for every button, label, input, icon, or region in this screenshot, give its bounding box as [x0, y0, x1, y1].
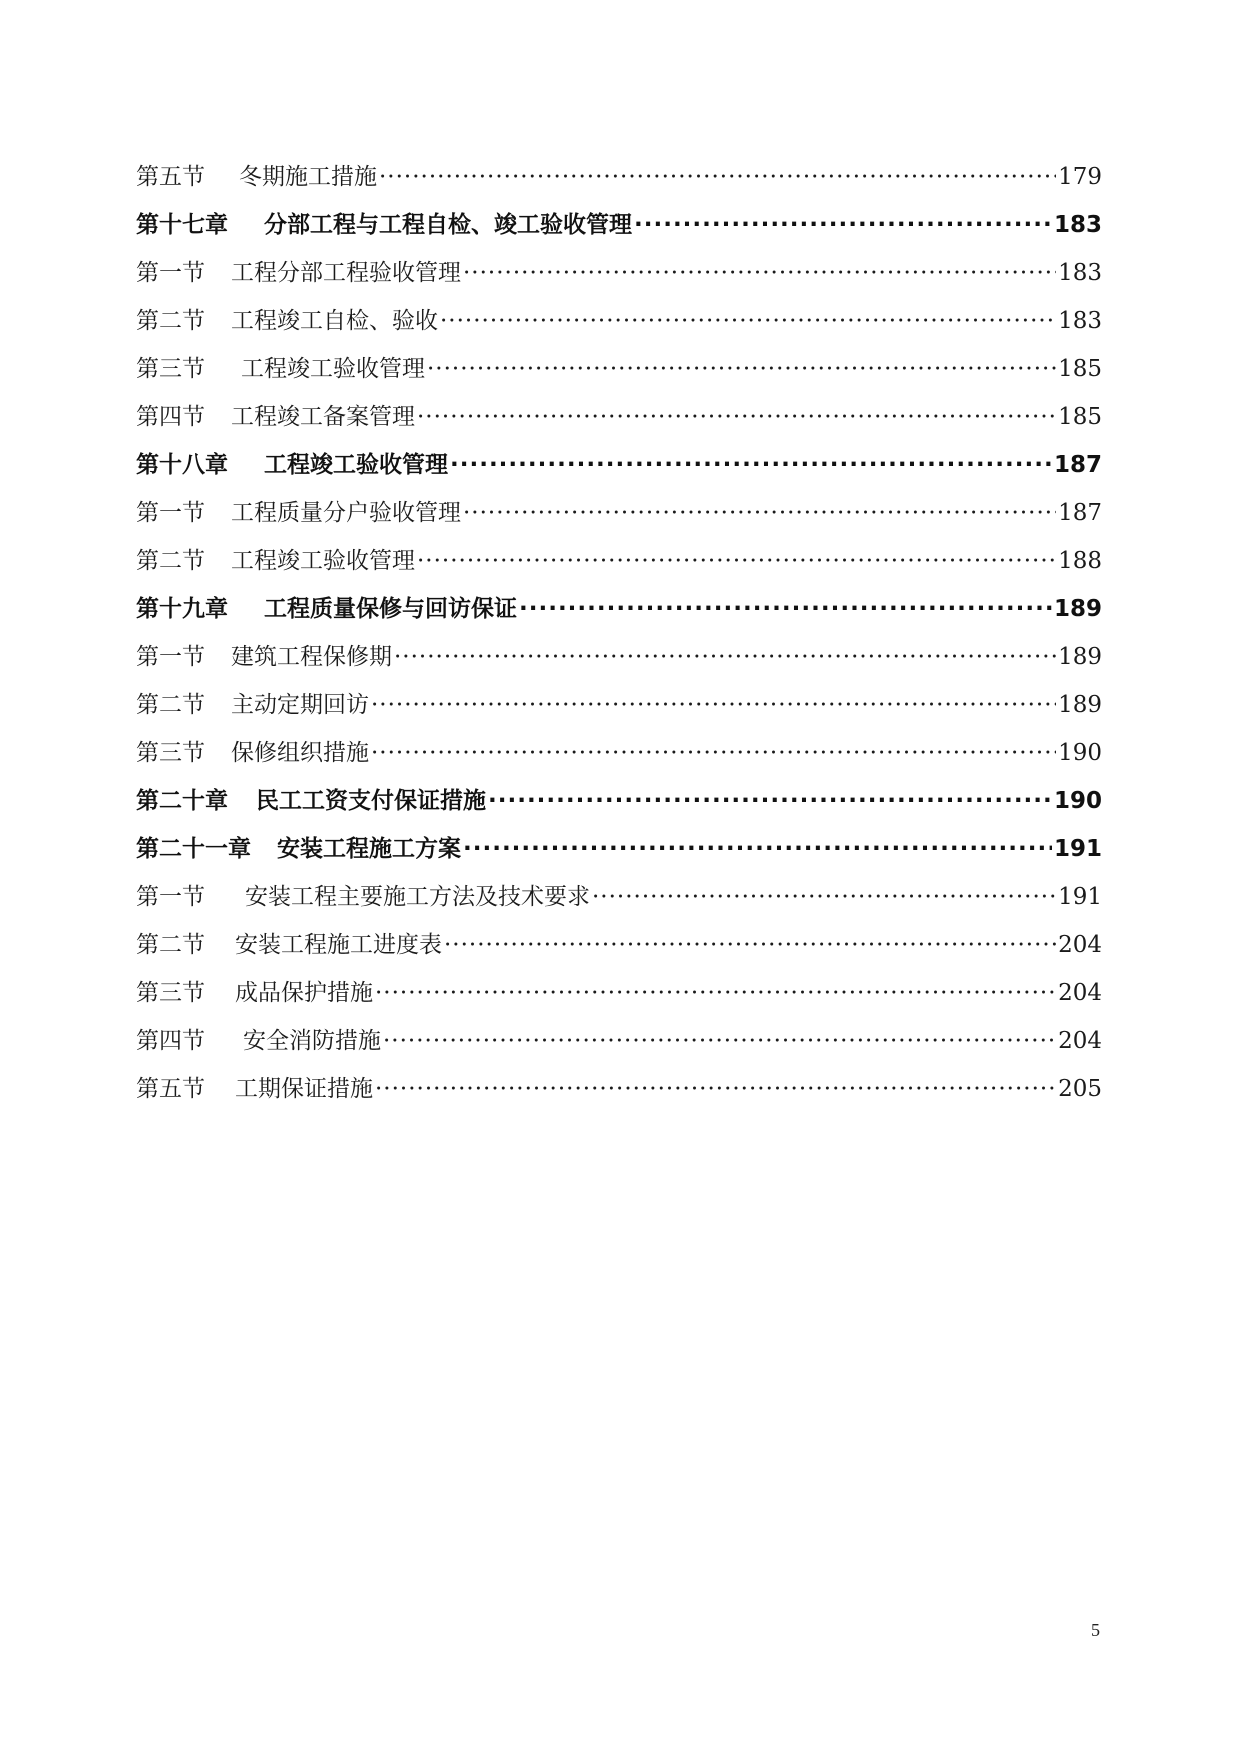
toc-entry-number: 第一节: [136, 884, 205, 910]
toc-entry-number: 第二十一章: [136, 836, 251, 862]
toc-entry-title: 安装工程施工进度表: [235, 932, 442, 958]
toc-entry-title: 工程竣工备案管理: [231, 404, 415, 430]
toc-dot-leader: [634, 201, 1052, 249]
toc-entry-title: 工程分部工程验收管理: [231, 260, 461, 286]
toc-entry-title: 安装工程施工方案: [277, 836, 461, 862]
toc-entry-number: 第五节: [136, 164, 205, 190]
toc-entry-title: 主动定期回访: [231, 692, 369, 718]
toc-entry-title: 分部工程与工程自检、竣工验收管理: [264, 212, 632, 238]
toc-section-entry[interactable]: [136, 1017, 1102, 1065]
toc-dot-leader: [463, 825, 1052, 873]
toc-chapter-entry[interactable]: [136, 201, 1102, 249]
toc-dot-leader: [463, 249, 1056, 297]
toc-section-entry[interactable]: [136, 969, 1102, 1017]
toc-dot-leader: [375, 1065, 1056, 1113]
toc-entry-title: 工程竣工验收管理: [264, 452, 448, 478]
toc-entry-title: 冬期施工措施: [239, 164, 377, 190]
toc-dot-leader: [371, 681, 1056, 729]
toc-section-entry[interactable]: [136, 921, 1102, 969]
toc-dot-leader: [375, 969, 1056, 1017]
toc-dot-leader: [463, 489, 1056, 537]
toc-dot-leader: [383, 1017, 1056, 1065]
toc-entry-title: 工程质量分户验收管理: [231, 500, 461, 526]
toc-dot-leader: [417, 393, 1056, 441]
toc-dot-leader: [444, 921, 1056, 969]
toc-dot-leader: [379, 153, 1056, 201]
toc-entry-number: 第四节: [136, 404, 205, 430]
toc-section-entry[interactable]: [136, 153, 1102, 201]
toc-entry-number: 第二节: [136, 308, 205, 334]
toc-entry-title: 工期保证措施: [235, 1076, 373, 1102]
toc-section-entry[interactable]: [136, 1065, 1102, 1113]
toc-entry-number: 第四节: [136, 1028, 205, 1054]
toc-entry-title: 工程质量保修与回访保证: [264, 596, 517, 622]
toc-dot-leader: [488, 777, 1052, 825]
toc-entry-page: 185: [1058, 404, 1102, 430]
toc-entry-title: 安全消防措施: [243, 1028, 381, 1054]
toc-entry-page: 187: [1058, 500, 1102, 526]
toc-entry-title: 成品保护措施: [235, 980, 373, 1006]
toc-entry-number: 第十七章: [136, 212, 228, 238]
toc-entry-page: 183: [1058, 308, 1102, 334]
toc-chapter-entry[interactable]: [136, 777, 1102, 825]
toc-entry-page: 183: [1058, 260, 1102, 286]
toc-entry-page: 190: [1053, 788, 1102, 814]
toc-entry-page: 204: [1058, 980, 1102, 1006]
toc-chapter-entry[interactable]: [136, 441, 1102, 489]
toc-dot-leader: [394, 633, 1056, 681]
toc-chapter-entry[interactable]: [136, 825, 1102, 873]
toc-entry-page: 185: [1058, 356, 1102, 382]
toc-dot-leader: [417, 537, 1056, 585]
toc-entry-number: 第三节: [136, 356, 205, 382]
toc-section-entry[interactable]: [136, 345, 1102, 393]
toc-dot-leader: [519, 585, 1052, 633]
toc-entry-number: 第三节: [136, 740, 205, 766]
toc-entry-title: 建筑工程保修期: [231, 644, 392, 670]
toc-section-entry[interactable]: [136, 249, 1102, 297]
toc-entry-page: 179: [1058, 164, 1102, 190]
toc-entry-number: 第十九章: [136, 596, 228, 622]
toc-entry-page: 188: [1058, 548, 1102, 574]
toc-entry-page: 191: [1058, 884, 1102, 910]
toc-entry-title: 民工工资支付保证措施: [256, 788, 486, 814]
toc-section-entry[interactable]: [136, 489, 1102, 537]
toc-entry-number: 第十八章: [136, 452, 228, 478]
toc-entry-number: 第一节: [136, 644, 205, 670]
toc-dot-leader: [371, 729, 1056, 777]
toc-section-entry[interactable]: [136, 873, 1102, 921]
toc-entry-number: 第五节: [136, 1076, 205, 1102]
toc-entry-number: 第一节: [136, 260, 205, 286]
toc-entry-title: 工程竣工自检、验收: [231, 308, 438, 334]
toc-entry-page: 204: [1058, 932, 1102, 958]
toc-section-entry[interactable]: [136, 537, 1102, 585]
toc-entry-page: 189: [1053, 596, 1102, 622]
toc-entry-number: 第三节: [136, 980, 205, 1006]
toc-chapter-entry[interactable]: [136, 585, 1102, 633]
table-of-contents: [136, 153, 1102, 1113]
toc-entry-page: 204: [1058, 1028, 1102, 1054]
toc-entry-title: 工程竣工验收管理: [241, 356, 425, 382]
toc-section-entry[interactable]: [136, 297, 1102, 345]
toc-section-entry[interactable]: [136, 393, 1102, 441]
toc-entry-page: 189: [1058, 644, 1102, 670]
toc-entry-number: 第二节: [136, 548, 205, 574]
toc-entry-title: 安装工程主要施工方法及技术要求: [245, 884, 590, 910]
toc-entry-page: 183: [1053, 212, 1102, 238]
toc-section-entry[interactable]: [136, 633, 1102, 681]
toc-entry-title: 工程竣工验收管理: [231, 548, 415, 574]
toc-entry-page: 205: [1058, 1076, 1102, 1102]
toc-entry-number: 第一节: [136, 500, 205, 526]
toc-entry-number: 第二十章: [136, 788, 228, 814]
toc-dot-leader: [427, 345, 1056, 393]
toc-entry-title: 保修组织措施: [231, 740, 369, 766]
toc-entry-page: 187: [1053, 452, 1102, 478]
toc-dot-leader: [592, 873, 1056, 921]
toc-entry-page: 190: [1058, 740, 1102, 766]
toc-entry-page: 189: [1058, 692, 1102, 718]
toc-dot-leader: [450, 441, 1052, 489]
toc-dot-leader: [440, 297, 1056, 345]
toc-entry-page: 191: [1053, 836, 1102, 862]
toc-section-entry[interactable]: [136, 729, 1102, 777]
toc-entry-number: 第二节: [136, 692, 205, 718]
toc-section-entry[interactable]: [136, 681, 1102, 729]
toc-entry-number: 第二节: [136, 932, 205, 958]
page-number: 5: [1091, 1620, 1100, 1640]
